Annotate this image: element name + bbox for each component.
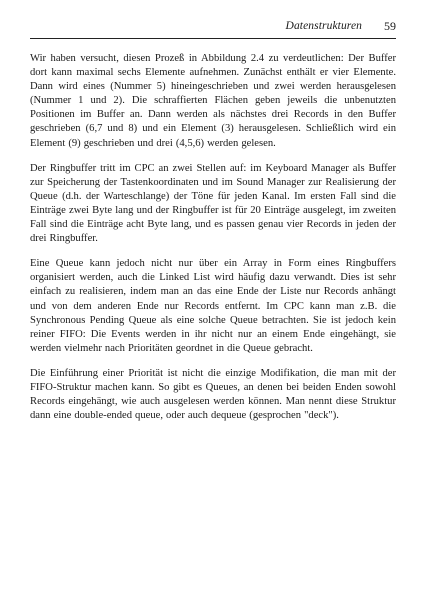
paragraph-4: Die Einführung einer Priorität ist nicht die einzige Modifikation, die man mit der FIFO-Struktur machen kann. So gibt es Queues, an denen bei beiden Enden sowohl Records eingehängt, wie auch ausgelesen werden können. Man nennt diese Struktur dann eine double-ended queue, oder auch dequeue (gesprochen "deck").	[30, 367, 396, 422]
paragraph-2: Der Ringbuffer tritt im CPC an zwei Stellen auf: im Keyboard Manager als Buffer zur Speicherung der Tastenkoordinaten und im Sound Manager zur Realisierung der Queue (d.h. der Warteschlange) der Töne für jeden Kanal. Im ersten Fall sind die Einträge zwei Byte lang und der Ringbuffer ist für 20 Einträge ausgelegt, im zweiten Fall sind die Einträge acht Byte lang, und es passen genau vier Records in jeden der drei Ringbuffer.	[30, 162, 396, 245]
running-header	[30, 16, 396, 39]
body-text	[30, 52, 396, 434]
paragraph-1: Wir haben versucht, diesen Prozeß in Abbildung 2.4 zu verdeutlichen: Der Buffer dort kann maximal sechs Elemente aufnehmen. Zunächst enthält er vier Elemente. Dann wird eines (Nummer 5) hineingeschrieben und zwei werden herausgelesen (Nummer 1 und 2). Die schraffierten Flächen geben jeweils die unbenutzten Positionen im Buffer an. Dann werden als nächstes drei Records in den Buffer geschrieben (6,7 und 8) und ein Element (3) herausgelesen. Schließlich wird ein Element (9) geschrieben und drei (4,5,6) werden gelesen.	[30, 53, 396, 149]
page-number: 59	[384, 19, 396, 33]
paragraph-3: Eine Queue kann jedoch nicht nur über ein Array in Form eines Ringbuffers organisiert werden, auch die Linked List wird häufig dazu verwandt. Dies ist sehr einfach zu realisieren, indem man an das eine Ende der Liste nur Records anhängt und von dem anderen Ende nur Records entfernt. Im CPC kann man z.B. die Synchronous Pending Queue als eine solche Queue betrachten. Sie ist jedoch kein reiner FIFO: Die Events werden in ihr nicht nur an einem Ende eingehängt, sie werden vielmehr nach Prioritäten geordnet in die Queue gebracht.	[30, 258, 396, 354]
section-title: Datenstrukturen	[285, 20, 362, 32]
